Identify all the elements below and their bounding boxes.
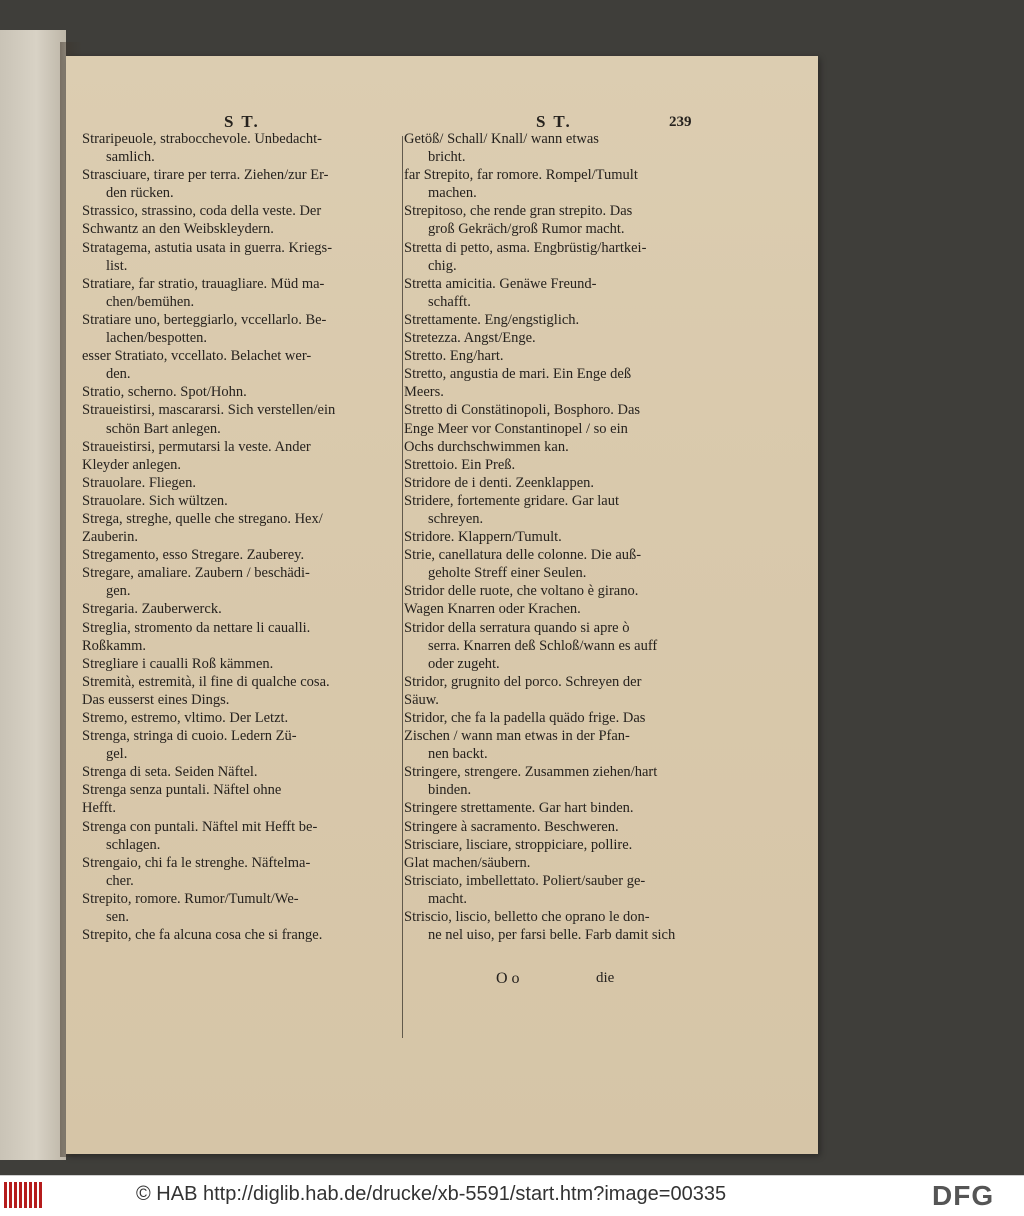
text-line: Stridere, fortemente gridare. Gar laut bbox=[404, 492, 619, 509]
text-line: lachen/bespotten. bbox=[106, 330, 208, 347]
text-line: Streglia, stromento da nettare li caualli. bbox=[82, 619, 311, 636]
text-line: list. bbox=[106, 257, 128, 274]
text-line: Stridore. Klappern/Tumult. bbox=[404, 529, 562, 546]
text-line: Straueistirsi, mascararsi. Sich verstellen/ein bbox=[82, 402, 336, 419]
text-line: Strisciato, imbellettato. Poliert/sauber ge- bbox=[404, 872, 646, 889]
text-line: Straripeuole, strabocchevole. Unbedacht- bbox=[82, 131, 322, 147]
text-line: Stretto, angustia de mari. Ein Enge deß bbox=[404, 366, 632, 383]
text-line: machen. bbox=[428, 185, 477, 202]
text-line: Stridor delle ruote, che voltano è girano. bbox=[404, 583, 639, 600]
text-line: Strauolare. Sich wültzen. bbox=[82, 492, 228, 509]
text-line: oder zugeht. bbox=[428, 655, 500, 672]
text-line: schafft. bbox=[428, 293, 471, 310]
text-line: sen. bbox=[106, 909, 129, 926]
text-line: Striscio, liscio, belletto che oprano le don- bbox=[404, 909, 650, 926]
text-line: Stridor, che fa la padella quädo frige. Das bbox=[404, 710, 646, 726]
text-line: Strenga di seta. Seiden Näftel. bbox=[82, 764, 258, 781]
text-line: macht. bbox=[428, 890, 468, 907]
footer-bar bbox=[0, 1175, 1024, 1216]
text-line: Wagen Knarren oder Krachen. bbox=[404, 601, 581, 618]
text-line: Stretto di Constätinopoli, Bosphoro. Das bbox=[404, 402, 641, 419]
text-line: Stregare, amaliare. Zaubern / beschädi- bbox=[82, 565, 310, 582]
text-line: Enge Meer vor Constantinopel / so ein bbox=[404, 420, 628, 437]
text-line: den. bbox=[106, 366, 131, 383]
text-line: Stremo, estremo, vltimo. Der Letzt. bbox=[82, 710, 289, 726]
catchword: die bbox=[596, 970, 615, 986]
text-line: Strenga senza puntali. Näftel ohne bbox=[82, 782, 282, 799]
text-line: Stregliare i caualli Roß kämmen. bbox=[82, 655, 274, 672]
text-line: schön Bart anlegen. bbox=[106, 420, 221, 437]
text-line: Strenga con puntali. Näftel mit Hefft be- bbox=[82, 818, 318, 835]
text-line: Stregaria. Zauberwerck. bbox=[82, 601, 222, 618]
text-line: Schwantz an den Weibskleydern. bbox=[82, 221, 274, 238]
text-line: Roßkamm. bbox=[82, 637, 147, 654]
running-head-right: S T. bbox=[536, 112, 572, 131]
text-line: Stratagema, astutia usata in guerra. Kriegs- bbox=[82, 239, 333, 256]
text-line: Stridore de i denti. Zeenklappen. bbox=[404, 474, 595, 491]
text-line: Stringere à sacramento. Beschweren. bbox=[404, 818, 619, 835]
text-line: samlich. bbox=[106, 149, 155, 166]
text-line: schlagen. bbox=[106, 836, 161, 853]
text-line: Hefft. bbox=[82, 800, 116, 817]
text-line: Stretta amicitia. Genäwe Freund- bbox=[404, 275, 597, 292]
dfg-logo: DFG bbox=[932, 1180, 995, 1211]
text-line: Stringere, strengere. Zusammen ziehen/hart bbox=[404, 764, 658, 781]
text-line: Strengaio, chi fa le strenghe. Näftelma- bbox=[82, 854, 311, 871]
text-line: Strepitoso, che rende gran strepito. Das bbox=[404, 203, 633, 220]
text-line: Stratiare, far stratio, trauagliare. Müd ma- bbox=[82, 275, 325, 292]
text-line: binden. bbox=[428, 782, 472, 799]
text-line: Strisciare, lisciare, stroppiciare, pollire. bbox=[404, 836, 633, 853]
text-line: Stretezza. Angst/Enge. bbox=[404, 330, 536, 347]
text-line: Strettamente. Eng/engstiglich. bbox=[404, 311, 580, 328]
text-line: gen. bbox=[106, 583, 131, 600]
right-column bbox=[404, 130, 704, 944]
text-line: Stregamento, esso Stregare. Zauberey. bbox=[82, 547, 305, 564]
text-line: serra. Knarren deß Schloß/wann es auff bbox=[428, 637, 658, 654]
text-line: schreyen. bbox=[428, 510, 484, 527]
footer-copyright-link[interactable]: © HAB http://diglib.hab.de/drucke/xb-5591/start.htm?image=00335 bbox=[136, 1183, 727, 1205]
text-line: Zauberin. bbox=[82, 529, 138, 546]
text-line: bricht. bbox=[428, 149, 466, 166]
text-line: Stretto. Eng/hart. bbox=[404, 348, 504, 365]
previous-page-edge bbox=[0, 30, 66, 1160]
text-line: Strepito, che fa alcuna cosa che si frange. bbox=[82, 927, 323, 944]
text-line: Ochs durchschwimmen kan. bbox=[404, 438, 569, 455]
text-line: Kleyder anlegen. bbox=[82, 456, 182, 473]
text-line: far Strepito, far romore. Rompel/Tumult bbox=[404, 167, 638, 184]
column-rule bbox=[402, 136, 403, 1038]
text-line: Stratiare uno, berteggiarlo, vccellarlo. Be- bbox=[82, 311, 327, 328]
text-line: groß Gekräch/groß Rumor macht. bbox=[428, 221, 625, 238]
text-line: Meers. bbox=[404, 384, 444, 401]
page-number: 239 bbox=[669, 114, 692, 130]
text-line: Strassico, strassino, coda della veste. Der bbox=[82, 203, 322, 220]
text-line: ne nel uiso, per farsi belle. Farb damit sich bbox=[428, 927, 676, 944]
book-page bbox=[66, 56, 818, 1154]
text-line: Strie, canellatura delle colonne. Die auß- bbox=[404, 547, 642, 564]
left-column bbox=[82, 130, 382, 944]
hab-logo-icon bbox=[4, 1182, 50, 1210]
text-line: geholte Streff einer Seulen. bbox=[428, 565, 587, 582]
text-line: Stringere strettamente. Gar hart binden. bbox=[404, 800, 634, 817]
signature-mark: Oo bbox=[496, 970, 524, 987]
text-line: gel. bbox=[106, 746, 128, 763]
text-line: Getöß/ Schall/ Knall/ wann etwas bbox=[404, 131, 599, 147]
text-line: Straueistirsi, permutarsi la veste. Ander bbox=[82, 438, 311, 455]
text-line: Säuw. bbox=[404, 691, 439, 708]
text-line: nen backt. bbox=[428, 746, 488, 763]
text-line: Strasciuare, tirare per terra. Ziehen/zur Er- bbox=[82, 167, 329, 184]
text-line: Zischen / wann man etwas in der Pfan- bbox=[404, 728, 630, 745]
text-line: Strega, streghe, quelle che stregano. Hex/ bbox=[82, 510, 323, 527]
text-line: Stremità, estremità, il fine di qualche cosa. bbox=[82, 673, 330, 690]
text-line: Glat machen/säubern. bbox=[404, 854, 531, 871]
text-line: cher. bbox=[106, 872, 134, 889]
text-line: Strettoio. Ein Preß. bbox=[404, 456, 516, 473]
text-line: Stratio, scherno. Spot/Hohn. bbox=[82, 384, 247, 401]
text-line: chig. bbox=[428, 257, 457, 274]
text-line: chen/bemühen. bbox=[106, 293, 195, 310]
running-head-left: S T. bbox=[224, 112, 260, 131]
text-line: Strepito, romore. Rumor/Tumult/We- bbox=[82, 890, 299, 907]
text-line: Strauolare. Fliegen. bbox=[82, 474, 196, 491]
text-line: Stridor della serratura quando si apre ò bbox=[404, 619, 630, 636]
text-line: den rücken. bbox=[106, 185, 174, 202]
text-line: Das eusserst eines Dings. bbox=[82, 691, 230, 708]
text-line: esser Stratiato, vccellato. Belachet wer- bbox=[82, 348, 312, 365]
text-line: Strenga, stringa di cuoio. Ledern Zü- bbox=[82, 728, 297, 745]
text-line: Stridor, grugnito del porco. Schreyen der bbox=[404, 673, 642, 690]
text-line: Stretta di petto, asma. Engbrüstig/hartkei- bbox=[404, 239, 647, 256]
